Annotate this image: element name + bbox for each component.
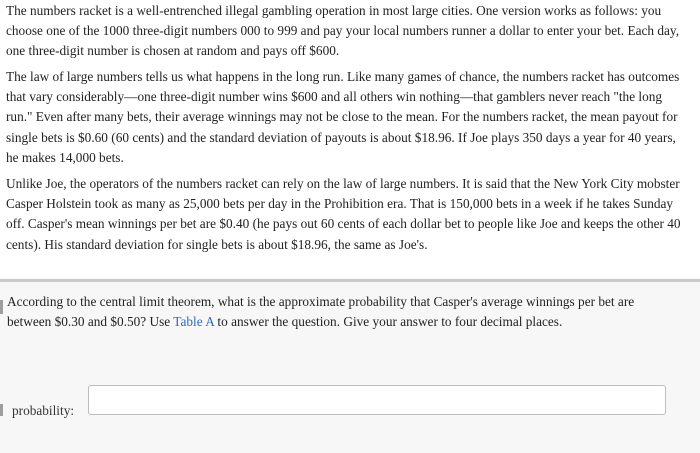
table-a-link[interactable]: Table A [173, 314, 215, 329]
problem-paragraph-1: The numbers racket is a well-entrenched illegal gambling operation in most large cities. One version works as follows: you choose one of the 1000 three-digit numbers 000 to 999 and pay your local numbers runner a dollar to enter your bet. Each day, one three-digit number is chosen at random and pays off $600. [6, 3, 680, 59]
probability-input[interactable] [88, 385, 666, 415]
question-text-start: According to the central limit theorem, what is the approximate probability that Casper's average winnings per bet are between $0.30 and $0.50? Use [7, 294, 635, 329]
question-text-end: to answer the question. Give your answer to four decimal places. [214, 314, 563, 329]
problem-paragraph-2: The law of large numbers tells us what happens in the long run. Like many games of chance, the numbers racket has outcomes that vary considerably—one three-digit number wins $600 and all others win nothing—that gamblers never reach "the long run." Even after many bets, their average winnings may not be close to the mean. For the numbers racket, the mean payout for single bets is $0.60 (60 cents) and the standard deviation of payouts is about $18.96. If Joe plays 350 days a year for 40 years, he makes 14,000 bets. [6, 69, 680, 165]
question-marker [0, 300, 3, 314]
probability-label: probability: [12, 403, 75, 418]
problem-paragraph-3: Unlike Joe, the operators of the numbers racket can rely on the law of large numbers. It is said that the New York City mobster Casper Holstein took as many as 25,000 bets per day in the Prohibition era. That is 150,000 bets in a week if he takes Sunday off. Casper's mean winnings per bet are $0.40 (he pays out 60 cents of each dollar bet to people like Joe and keeps the other 40 cents). His standard deviation for single bets is about $18.96, the same as Joe's. [6, 176, 681, 252]
question-text [7, 292, 677, 332]
answer-marker [0, 404, 3, 416]
